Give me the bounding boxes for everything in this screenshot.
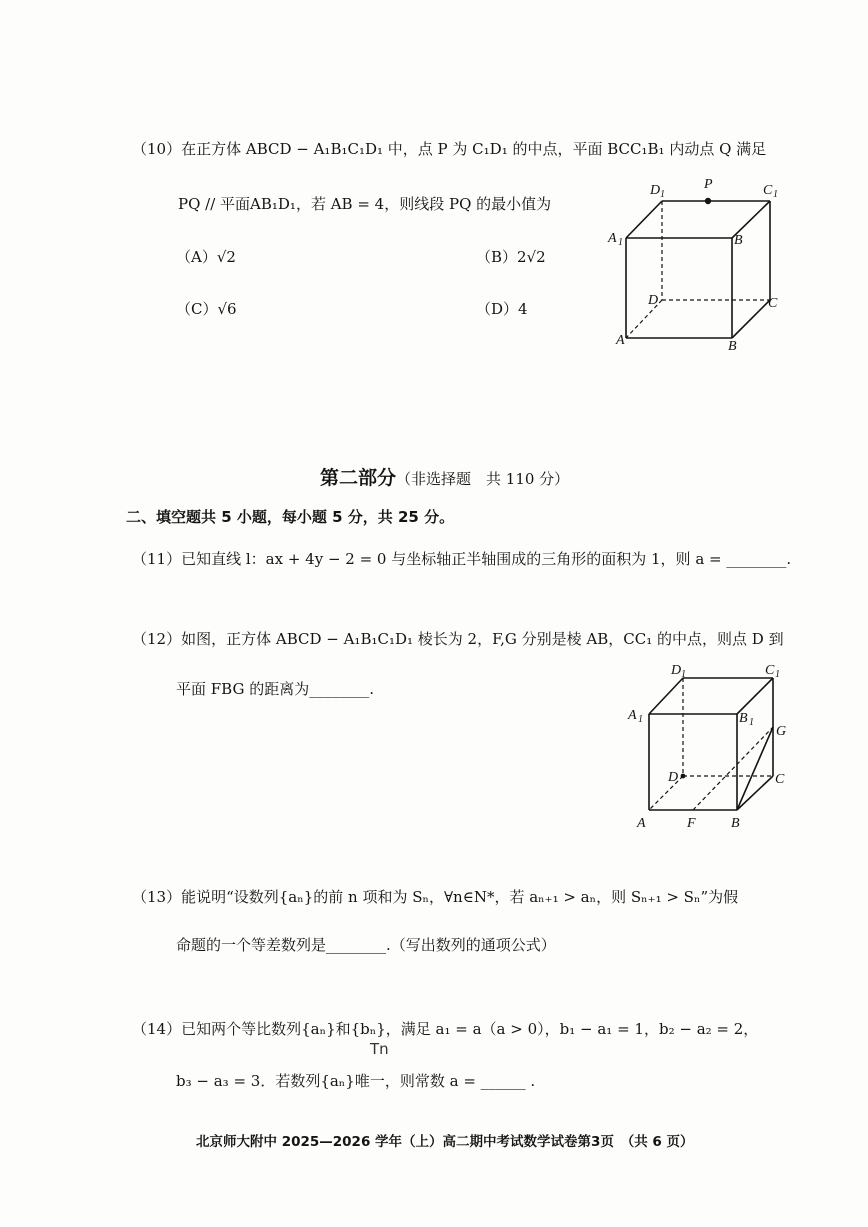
point-p-marker bbox=[705, 198, 711, 204]
label-c1: C bbox=[765, 663, 775, 678]
label-a1-sub: 1 bbox=[638, 714, 643, 725]
q10-stem-line2: PQ // 平面AB₁D₁，若 AB = 4，则线段 PQ 的最小值为 bbox=[178, 195, 552, 213]
label-d1-sub: 1 bbox=[681, 669, 686, 680]
label-d1: D bbox=[671, 663, 682, 678]
label-a: A bbox=[637, 816, 646, 831]
label-d1-sub: 1 bbox=[660, 189, 665, 200]
label-d: D bbox=[668, 770, 679, 785]
q10-option-b: （B）2√2 bbox=[476, 248, 546, 266]
label-c: C bbox=[775, 772, 785, 787]
q12-stem-line2: 平面 FBG 的距离为________. bbox=[176, 680, 374, 698]
label-d: D bbox=[648, 293, 659, 308]
page-footer: 北京师大附中 2025—2026 学年（上）高二期中考试数学试卷第3页 （共 6 页） bbox=[196, 1134, 694, 1150]
part2-heading bbox=[320, 463, 569, 490]
label-b1-sub: 1 bbox=[749, 717, 754, 728]
q10-option-c: （C）√6 bbox=[176, 300, 237, 318]
label-c1: C bbox=[763, 183, 773, 198]
label-a1-sub: 1 bbox=[618, 237, 623, 248]
label-b1: B bbox=[734, 233, 743, 248]
label-c: C bbox=[768, 296, 778, 311]
part2-title: 第二部分 bbox=[320, 467, 397, 489]
label-g: G bbox=[776, 724, 787, 739]
q10-option-a: （A）√2 bbox=[176, 248, 236, 266]
q11-stem: （11）已知直线 l：ax + 4y − 2 = 0 与坐标轴正半轴围成的三角形的面积为 1，则 a = ________. bbox=[132, 550, 792, 568]
label-f: F bbox=[687, 816, 696, 831]
q10-option-d: （D）4 bbox=[476, 300, 528, 318]
q14-stem-line2: b₃ − a₃ = 3．若数列{aₙ}唯一，则常数 a = ______ . bbox=[176, 1072, 536, 1090]
handwritten-note: Tn bbox=[370, 1040, 389, 1058]
cube-figure-q10 bbox=[600, 170, 800, 360]
cube-figure-q12 bbox=[615, 660, 815, 835]
label-d1: D bbox=[650, 183, 661, 198]
q13-stem-line1: （13）能说明“设数列{aₙ}的前 n 项和为 Sₙ，∀n∈N*，若 aₙ₊₁ > aₙ，则 Sₙ₊₁ > Sₙ”为假 bbox=[132, 888, 739, 906]
q12-stem-line1: （12）如图，正方体 ABCD − A₁B₁C₁D₁ 棱长为 2，F,G 分别是棱 AB，CC₁ 的中点，则点 D 到 bbox=[132, 630, 784, 648]
q10-stem-line1: （10）在正方体 ABCD − A₁B₁C₁D₁ 中，点 P 为 C₁D₁ 的中点，平面 BCC₁B₁ 内动点 Q 满足 bbox=[132, 140, 767, 158]
label-b: B bbox=[728, 339, 737, 354]
label-c1-sub: 1 bbox=[775, 669, 780, 680]
q13-stem-line2: 命题的一个等差数列是________.（写出数列的通项公式） bbox=[176, 936, 556, 954]
label-p: P bbox=[704, 177, 713, 192]
label-c1-sub: 1 bbox=[773, 189, 778, 200]
q14-stem-line1: （14）已知两个等比数列{aₙ}和{bₙ}，满足 a₁ = a（a > 0），b₁ − a₁ = 1，b₂ − a₂ = 2， bbox=[132, 1020, 759, 1038]
label-a1: A bbox=[608, 231, 617, 246]
part2-note: （非选择题 共 110 分） bbox=[396, 470, 570, 488]
label-b: B bbox=[731, 816, 740, 831]
label-a: A bbox=[616, 333, 625, 348]
label-a1: A bbox=[628, 708, 637, 723]
label-b1: B bbox=[739, 711, 748, 726]
section2-heading: 二、填空题共 5 小题，每小题 5 分，共 25 分。 bbox=[126, 508, 455, 526]
point-d-marker bbox=[681, 774, 686, 779]
